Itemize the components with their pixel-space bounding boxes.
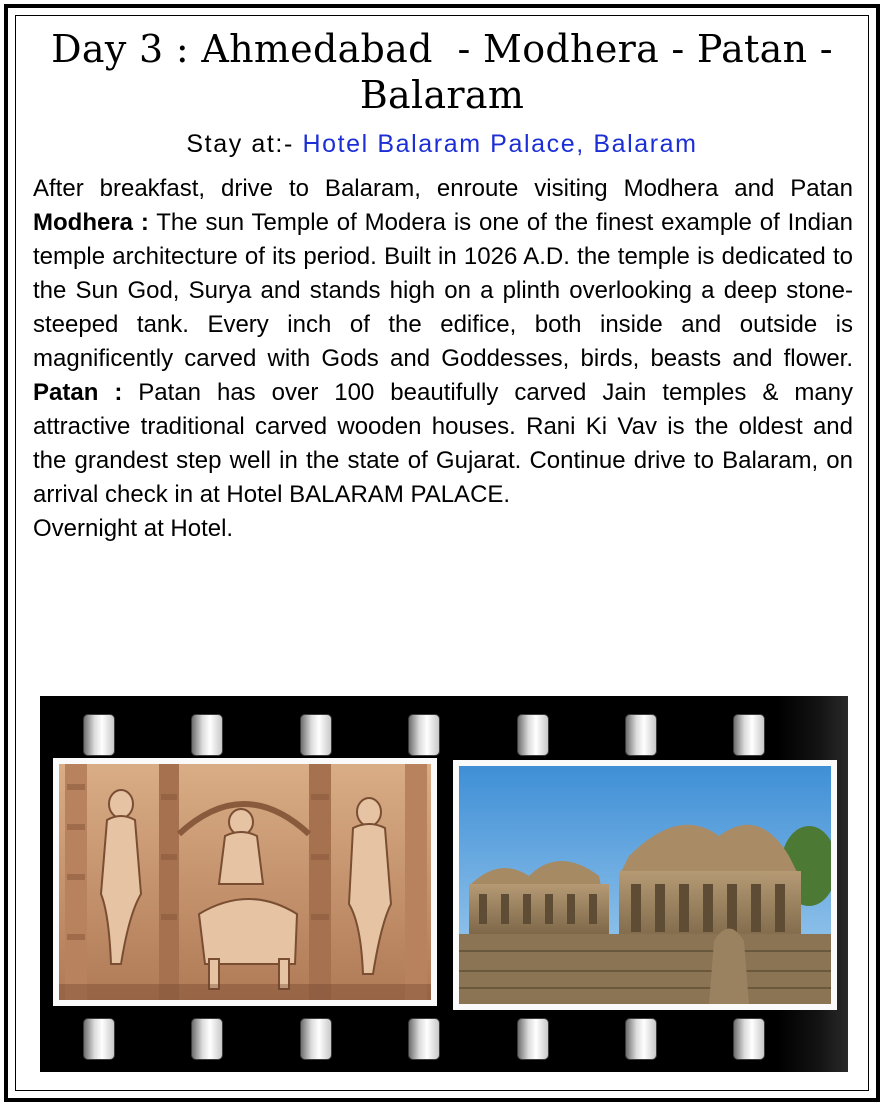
- sprocket-hole: [191, 1018, 223, 1060]
- description-paragraph: [33, 206, 853, 512]
- sun-temple-photo: [459, 766, 831, 1004]
- page-title: [0, 26, 884, 118]
- modhera-heading: Modhera :: [33, 209, 149, 236]
- sprocket-hole: [625, 714, 657, 756]
- sprocket-hole: [408, 1018, 440, 1060]
- patan-heading: Patan :: [33, 379, 123, 406]
- stay-label: Stay at:-: [186, 130, 303, 158]
- sprocket-hole: [517, 714, 549, 756]
- sprocket-hole: [733, 714, 765, 756]
- sprocket-hole: [83, 714, 115, 756]
- stay-info: [0, 130, 884, 159]
- overnight-note: Overnight at Hotel.: [33, 515, 234, 542]
- temple-carving-photo: [59, 764, 431, 1000]
- patan-text: Patan has over 100 beautifully carved Jain temples & many attractive traditional carved wooden houses. Rani Ki Vav is the oldest and the grandest step well in the state of Gujarat. Continue drive to Balaram, on arrival check in at Hotel BALARAM PALACE.: [33, 379, 854, 508]
- sprocket-hole: [517, 1018, 549, 1060]
- sprocket-hole: [300, 1018, 332, 1060]
- film-strip: [40, 696, 848, 1072]
- photo-frame-left: [53, 758, 437, 1006]
- sprocket-hole: [625, 1018, 657, 1060]
- intro-paragraph: After breakfast, drive to Balaram, enroute visiting Modhera and Patan: [33, 175, 853, 202]
- hotel-name: Hotel Balaram Palace, Balaram: [302, 130, 698, 158]
- photo-frame-right: [453, 760, 837, 1010]
- sprocket-hole: [191, 714, 223, 756]
- modhera-text: The sun Temple of Modera is one of the finest example of Indian temple architecture of its period. Built in 1026 A.D. the temple is dedicated to the Sun God, Surya and stands high on a plinth overlooking a deep stone- steeped tank. Every inch of the edifice, both inside and outside is magnificently carved with Gods and Goddesses, birds, beasts and flower.: [33, 209, 853, 372]
- sprocket-hole: [733, 1018, 765, 1060]
- title-line-1: Day 3 : Ahmedabad - Modhera - Patan -: [51, 27, 833, 71]
- sprocket-hole: [83, 1018, 115, 1060]
- sprocket-hole: [300, 714, 332, 756]
- sprocket-hole: [408, 714, 440, 756]
- title-line-2: Balaram: [359, 73, 525, 117]
- itinerary-description: [33, 172, 853, 546]
